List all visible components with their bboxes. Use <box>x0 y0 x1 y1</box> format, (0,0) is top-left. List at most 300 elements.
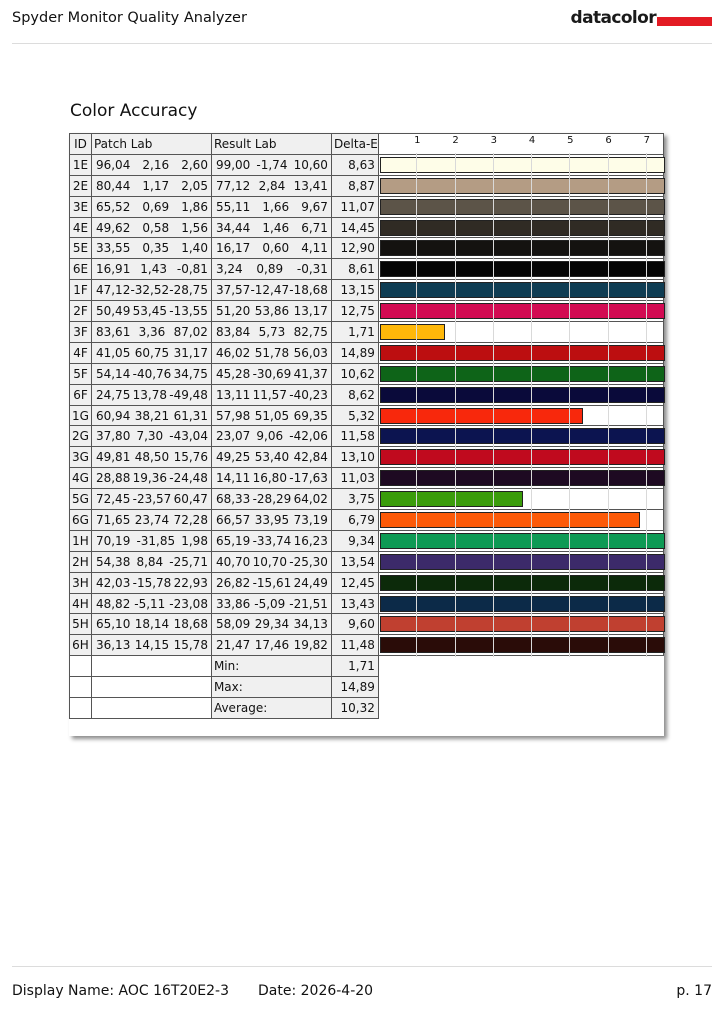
lab-value: 9,06 <box>256 429 284 444</box>
lab-value: -24,48 <box>169 471 208 486</box>
lab-value: 24,49 <box>293 575 328 590</box>
lab-value: 13,11 <box>215 387 251 402</box>
lab-value: 51,78 <box>254 345 290 360</box>
lab-value: 29,34 <box>254 617 290 632</box>
lab-value: 34,44 <box>215 220 251 235</box>
delta-e-bar-cell <box>378 489 663 510</box>
report-title: Spyder Monitor Quality Analyzer <box>12 10 247 26</box>
lab-value: 73,19 <box>293 512 328 527</box>
table-row <box>70 217 664 238</box>
delta-e-bar <box>380 470 665 486</box>
logo-red-bar <box>657 17 712 26</box>
delta-e-bar <box>380 449 665 465</box>
table-row <box>70 342 664 363</box>
lab-value: 0,60 <box>262 241 290 256</box>
result-lab-cell <box>211 363 331 384</box>
lab-value: 77,12 <box>215 178 251 193</box>
table-row <box>70 259 664 280</box>
lab-value: 0,89 <box>256 262 284 277</box>
lab-value: 1,98 <box>181 533 208 548</box>
footer-date: Date: 2026-4-20 <box>258 983 374 999</box>
lab-value: 16,80 <box>252 471 287 486</box>
table-row <box>70 238 664 259</box>
patch-id: 3G <box>70 447 92 468</box>
result-lab-cell <box>211 614 331 635</box>
empty-cell <box>378 677 663 698</box>
lab-value: 13,17 <box>293 304 328 319</box>
summary-value: 1,71 <box>331 656 378 677</box>
lab-value: 57,98 <box>215 408 251 423</box>
delta-e-bar <box>380 345 665 361</box>
lab-value: 5,73 <box>258 324 286 339</box>
patch-id: 6E <box>70 259 92 280</box>
lab-value: 34,13 <box>293 617 328 632</box>
lab-value: -33,74 <box>252 533 292 548</box>
result-lab-cell <box>211 468 331 489</box>
delta-e-value: 13,10 <box>331 447 378 468</box>
patch-id: 3H <box>70 572 92 593</box>
result-lab-cell <box>211 154 331 175</box>
axis-grid-line <box>531 153 532 657</box>
lab-value: 49,81 <box>95 450 131 465</box>
lab-value: -40,23 <box>289 387 328 402</box>
lab-value: -32,52 <box>130 283 170 298</box>
result-lab-cell <box>211 217 331 238</box>
patch-lab-cell <box>91 614 211 635</box>
axis-grid-line <box>569 153 570 657</box>
result-lab-cell <box>211 572 331 593</box>
delta-e-bar <box>380 491 523 507</box>
lab-value: 82,75 <box>293 324 328 339</box>
patch-id: 6F <box>70 384 92 405</box>
lab-value: 23,74 <box>134 512 170 527</box>
lab-value: 53,86 <box>254 304 290 319</box>
result-lab-cell <box>211 489 331 510</box>
patch-lab-cell <box>91 426 211 447</box>
summary-value: 10,32 <box>331 698 378 719</box>
delta-e-bar-cell <box>378 510 663 531</box>
patch-lab-cell <box>91 175 211 196</box>
table-body <box>70 154 664 718</box>
lab-value: 54,14 <box>95 366 131 381</box>
lab-value: 53,45 <box>132 304 167 319</box>
lab-value: 50,49 <box>95 304 131 319</box>
empty-cell <box>70 656 92 677</box>
lab-value: 24,75 <box>95 387 131 402</box>
lab-value: 42,03 <box>95 575 131 590</box>
delta-e-bar <box>380 366 665 382</box>
result-lab-cell <box>211 447 331 468</box>
lab-value: -5,09 <box>254 596 286 611</box>
table-row <box>70 196 664 217</box>
empty-cell <box>91 698 211 719</box>
lab-value: 48,82 <box>95 596 131 611</box>
lab-value: 19,36 <box>132 471 167 486</box>
patch-id: 5G <box>70 489 92 510</box>
delta-e-bar-cell <box>378 175 663 196</box>
lab-value: 2,60 <box>181 157 208 172</box>
delta-e-bar <box>380 575 665 591</box>
lab-value: 16,17 <box>215 241 251 256</box>
patch-lab-cell <box>91 468 211 489</box>
lab-value: 0,58 <box>142 220 170 235</box>
patch-lab-cell <box>91 238 211 259</box>
lab-value: 53,40 <box>254 450 290 465</box>
lab-value: -5,11 <box>134 596 166 611</box>
delta-e-bar-cell <box>378 530 663 551</box>
patch-lab-cell <box>91 593 211 614</box>
lab-value: 36,13 <box>95 638 131 653</box>
result-lab-cell <box>211 426 331 447</box>
delta-e-bar-cell <box>378 468 663 489</box>
delta-e-bar <box>380 596 665 612</box>
lab-value: 37,57 <box>215 283 251 298</box>
empty-cell <box>91 677 211 698</box>
delta-e-value: 8,87 <box>331 175 378 196</box>
lab-value: 8,84 <box>136 554 164 569</box>
axis-grid-line <box>493 153 494 657</box>
lab-value: 68,33 <box>215 492 251 507</box>
axis-tick-label: 7 <box>643 135 651 146</box>
lab-value: 1,17 <box>142 178 170 193</box>
lab-value: -1,74 <box>256 157 288 172</box>
empty-cell <box>378 656 663 677</box>
lab-value: 49,62 <box>95 220 131 235</box>
delta-e-bar <box>380 324 445 340</box>
lab-value: 61,31 <box>173 408 208 423</box>
lab-value: -15,61 <box>252 575 292 590</box>
lab-value: 21,47 <box>215 638 251 653</box>
lab-value: -0,81 <box>176 262 208 277</box>
lab-value: 64,02 <box>293 492 328 507</box>
table-row <box>70 175 664 196</box>
lab-value: 1,46 <box>262 220 290 235</box>
lab-value: 6,71 <box>301 220 328 235</box>
lab-value: 65,52 <box>95 199 131 214</box>
lab-value: 96,04 <box>95 157 131 172</box>
lab-value: 2,84 <box>258 178 286 193</box>
footer-divider <box>12 966 712 967</box>
table-row <box>70 322 664 343</box>
lab-value: 51,05 <box>254 408 290 423</box>
lab-value: -0,31 <box>296 262 328 277</box>
axis-tick-label: 2 <box>452 135 459 146</box>
delta-e-value: 13,54 <box>331 551 378 572</box>
lab-value: 58,09 <box>215 617 251 632</box>
delta-e-bar <box>380 408 584 424</box>
summary-label: Average: <box>211 698 331 719</box>
table-header-row <box>70 134 664 155</box>
delta-e-value: 3,75 <box>331 489 378 510</box>
delta-e-bar-cell <box>378 217 663 238</box>
summary-label: Min: <box>211 656 331 677</box>
lab-value: -43,04 <box>169 429 208 444</box>
lab-value: 51,20 <box>215 304 251 319</box>
patch-id: 2F <box>70 301 92 322</box>
table-row <box>70 280 664 301</box>
summary-label: Max: <box>211 677 331 698</box>
lab-value: 41,05 <box>95 345 131 360</box>
lab-value: 4,11 <box>301 241 328 256</box>
lab-value: 1,40 <box>181 241 208 256</box>
patch-id: 5E <box>70 238 92 259</box>
patch-id: 6G <box>70 510 92 531</box>
table-row <box>70 593 664 614</box>
delta-e-value: 11,03 <box>331 468 378 489</box>
delta-e-bar-cell <box>378 196 663 217</box>
patch-lab-cell <box>91 405 211 426</box>
lab-value: 2,05 <box>181 178 208 193</box>
result-lab-cell <box>211 530 331 551</box>
delta-e-bar <box>380 157 665 173</box>
header-divider <box>12 43 712 44</box>
delta-e-bar <box>380 220 665 236</box>
table-row <box>70 489 664 510</box>
lab-value: -25,71 <box>169 554 208 569</box>
lab-value: 1,56 <box>181 220 208 235</box>
patch-lab-cell <box>91 301 211 322</box>
patch-lab-cell <box>91 322 211 343</box>
lab-value: 14,15 <box>134 638 170 653</box>
delta-e-bar <box>380 303 665 319</box>
delta-e-bar <box>380 616 665 632</box>
table-row <box>70 572 664 593</box>
summary-value: 14,89 <box>331 677 378 698</box>
lab-value: -40,76 <box>132 366 172 381</box>
lab-value: 66,57 <box>215 512 251 527</box>
lab-value: 26,82 <box>215 575 251 590</box>
delta-e-bar <box>380 512 640 528</box>
lab-value: 46,02 <box>215 345 251 360</box>
lab-value: 69,35 <box>293 408 328 423</box>
patch-lab-cell <box>91 154 211 175</box>
col-id-header: ID <box>70 134 92 155</box>
lab-value: 28,88 <box>95 471 131 486</box>
lab-value: 16,91 <box>95 262 131 277</box>
col-patch-lab-header: Patch Lab <box>91 134 211 155</box>
delta-e-value: 5,32 <box>331 405 378 426</box>
delta-e-bar-cell <box>378 572 663 593</box>
lab-value: 65,10 <box>95 617 131 632</box>
patch-id: 5H <box>70 614 92 635</box>
lab-value: -23,08 <box>169 596 208 611</box>
summary-row <box>70 698 664 719</box>
table-row <box>70 363 664 384</box>
patch-id: 4H <box>70 593 92 614</box>
delta-e-bar <box>380 533 665 549</box>
lab-value: 47,12 <box>95 283 131 298</box>
lab-value: 40,70 <box>215 554 251 569</box>
delta-e-value: 12,75 <box>331 301 378 322</box>
lab-value: 13,78 <box>132 387 167 402</box>
delta-e-bar-cell <box>378 322 663 343</box>
patch-lab-cell <box>91 510 211 531</box>
lab-value: 60,75 <box>134 345 170 360</box>
patch-id: 4G <box>70 468 92 489</box>
lab-value: -18,68 <box>289 283 328 298</box>
delta-e-bar <box>380 261 665 277</box>
table-row <box>70 468 664 489</box>
delta-e-value: 14,89 <box>331 342 378 363</box>
lab-value: 55,11 <box>215 199 251 214</box>
patch-lab-cell <box>91 551 211 572</box>
color-accuracy-table-wrap <box>69 133 664 736</box>
delta-e-value: 10,62 <box>331 363 378 384</box>
lab-value: 0,35 <box>142 241 170 256</box>
lab-value: 71,65 <box>95 512 131 527</box>
table-row <box>70 635 664 656</box>
summary-row <box>70 677 664 698</box>
delta-e-bar-cell <box>378 426 663 447</box>
lab-value: 9,67 <box>301 199 328 214</box>
result-lab-cell <box>211 551 331 572</box>
delta-e-value: 9,60 <box>331 614 378 635</box>
delta-e-bar <box>380 282 665 298</box>
lab-value: -17,63 <box>289 471 328 486</box>
result-lab-cell <box>211 280 331 301</box>
lab-value: 3,36 <box>138 324 166 339</box>
lab-value: 13,41 <box>293 178 328 193</box>
patch-id: 4E <box>70 217 92 238</box>
empty-cell <box>91 656 211 677</box>
patch-id: 3F <box>70 322 92 343</box>
delta-e-bar-cell <box>378 635 663 656</box>
lab-value: -13,55 <box>169 304 208 319</box>
lab-value: -31,85 <box>136 533 176 548</box>
lab-value: 83,61 <box>95 324 131 339</box>
lab-value: 80,44 <box>95 178 131 193</box>
lab-value: 54,38 <box>95 554 131 569</box>
axis-tick-label: 3 <box>490 135 497 146</box>
delta-e-value: 14,45 <box>331 217 378 238</box>
delta-e-bar-cell <box>378 280 663 301</box>
lab-value: 87,02 <box>173 324 208 339</box>
delta-e-bar <box>380 554 665 570</box>
delta-e-bar-cell <box>378 614 663 635</box>
delta-e-bar-cell <box>378 384 663 405</box>
axis-grid-line <box>646 153 647 657</box>
table-row <box>70 447 664 468</box>
lab-value: 34,75 <box>173 366 208 381</box>
patch-id: 5F <box>70 363 92 384</box>
result-lab-cell <box>211 635 331 656</box>
lab-value: 11,57 <box>252 387 287 402</box>
lab-value: 10,70 <box>252 554 287 569</box>
lab-value: 33,55 <box>95 241 131 256</box>
table-row <box>70 301 664 322</box>
lab-value: 2,16 <box>142 157 170 172</box>
lab-value: 37,80 <box>95 429 131 444</box>
lab-value: 60,94 <box>95 408 131 423</box>
lab-value: 60,47 <box>173 492 208 507</box>
lab-value: 56,03 <box>293 345 328 360</box>
delta-e-value: 9,34 <box>331 530 378 551</box>
lab-value: 10,60 <box>293 157 328 172</box>
patch-id: 1G <box>70 405 92 426</box>
lab-value: 1,86 <box>181 199 208 214</box>
result-lab-cell <box>211 238 331 259</box>
empty-cell <box>378 698 663 719</box>
delta-e-bar-cell <box>378 342 663 363</box>
delta-e-value: 1,71 <box>331 322 378 343</box>
delta-e-value: 11,07 <box>331 196 378 217</box>
lab-value: 7,30 <box>136 429 164 444</box>
result-lab-cell <box>211 593 331 614</box>
lab-value: 65,19 <box>215 533 251 548</box>
patch-lab-cell <box>91 530 211 551</box>
lab-value: 45,28 <box>215 366 251 381</box>
table-row <box>70 551 664 572</box>
delta-e-bar-cell <box>378 405 663 426</box>
delta-e-value: 13,15 <box>331 280 378 301</box>
patch-lab-cell <box>91 635 211 656</box>
footer-page-number: p. 17 <box>676 983 712 999</box>
result-lab-cell <box>211 259 331 280</box>
table-row <box>70 384 664 405</box>
lab-value: -42,06 <box>289 429 328 444</box>
axis-tick-label: 4 <box>528 135 536 146</box>
axis-tick-label: 1 <box>414 135 421 146</box>
bar-axis-header <box>378 134 663 155</box>
patch-id: 1F <box>70 280 92 301</box>
logo-text: datacolor <box>570 8 656 28</box>
section-title: Color Accuracy <box>70 101 198 121</box>
lab-value: 31,17 <box>173 345 208 360</box>
patch-id: 4F <box>70 342 92 363</box>
delta-e-bar-cell <box>378 301 663 322</box>
table-row <box>70 154 664 175</box>
lab-value: 23,07 <box>215 429 251 444</box>
result-lab-cell <box>211 175 331 196</box>
patch-lab-cell <box>91 280 211 301</box>
lab-value: 15,78 <box>173 638 208 653</box>
delta-e-value: 8,61 <box>331 259 378 280</box>
lab-value: 15,76 <box>173 450 208 465</box>
lab-value: -25,30 <box>289 554 328 569</box>
delta-e-value: 12,90 <box>331 238 378 259</box>
lab-value: 33,86 <box>215 596 251 611</box>
empty-cell <box>70 698 92 719</box>
table-row <box>70 530 664 551</box>
lab-value: 17,46 <box>254 638 290 653</box>
lab-value: 1,66 <box>262 199 290 214</box>
lab-value: 41,37 <box>293 366 328 381</box>
lab-value: 33,95 <box>254 512 290 527</box>
result-lab-cell <box>211 301 331 322</box>
lab-value: -30,69 <box>252 366 292 381</box>
delta-e-value: 8,62 <box>331 384 378 405</box>
delta-e-bar-cell <box>378 551 663 572</box>
result-lab-cell <box>211 322 331 343</box>
delta-e-value: 8,63 <box>331 154 378 175</box>
delta-e-bar-cell <box>378 154 663 175</box>
patch-lab-cell <box>91 572 211 593</box>
lab-value: -23,57 <box>132 492 172 507</box>
datacolor-logo <box>571 8 713 30</box>
patch-lab-cell <box>91 217 211 238</box>
delta-e-bar <box>380 387 665 403</box>
lab-value: -15,78 <box>132 575 172 590</box>
result-lab-cell <box>211 405 331 426</box>
lab-value: 49,25 <box>215 450 251 465</box>
empty-cell <box>70 677 92 698</box>
delta-e-value: 13,43 <box>331 593 378 614</box>
lab-value: 19,82 <box>293 638 328 653</box>
lab-value: 3,24 <box>215 262 243 277</box>
lab-value: 38,21 <box>134 408 170 423</box>
axis-grid-line <box>608 153 609 657</box>
delta-e-bar <box>380 199 665 215</box>
